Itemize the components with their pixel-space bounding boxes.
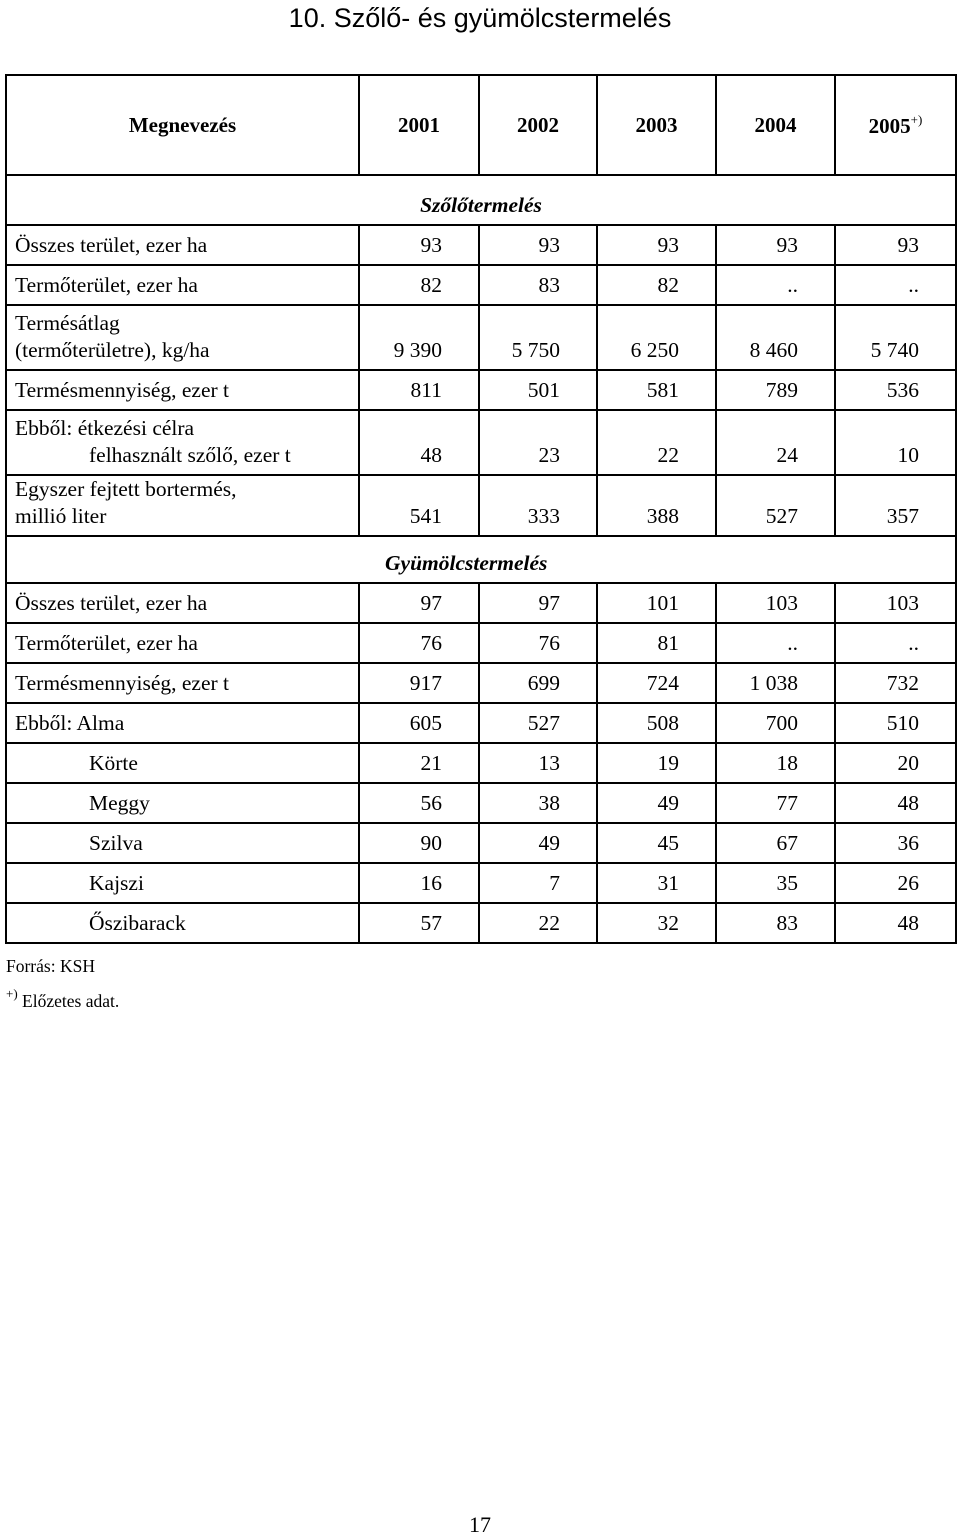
table-cell: 732 <box>835 663 956 703</box>
table-cell: 508 <box>597 703 716 743</box>
row-label: Összes terület, ezer ha <box>6 583 359 623</box>
table-cell: .. <box>835 623 956 663</box>
header-year: 2004 <box>716 75 835 175</box>
table-cell: 6 250 <box>597 305 716 370</box>
table-cell: 35 <box>716 863 835 903</box>
table-cell: 700 <box>716 703 835 743</box>
table-row <box>6 863 956 903</box>
table-cell: 527 <box>479 703 597 743</box>
table-row <box>6 265 956 305</box>
row-label: Összes terület, ezer ha <box>6 225 359 265</box>
table-cell: 48 <box>359 410 479 475</box>
row-label: Termésmennyiség, ezer t <box>6 370 359 410</box>
table-cell: 581 <box>597 370 716 410</box>
table-cell: 13 <box>479 743 597 783</box>
table-cell: 81 <box>597 623 716 663</box>
footnote-text: Előzetes adat. <box>22 991 120 1011</box>
row-label: Körte <box>6 743 359 783</box>
table-cell: 541 <box>359 475 479 536</box>
table-cell: 93 <box>479 225 597 265</box>
table-cell: 97 <box>479 583 597 623</box>
table-row <box>6 703 956 743</box>
table-cell: 501 <box>479 370 597 410</box>
table-cell: 388 <box>597 475 716 536</box>
table-cell: 83 <box>716 903 835 943</box>
table-cell: 45 <box>597 823 716 863</box>
table-cell: 26 <box>835 863 956 903</box>
table-cell: 16 <box>359 863 479 903</box>
table-cell: 48 <box>835 783 956 823</box>
table-cell: 510 <box>835 703 956 743</box>
table-row <box>6 225 956 265</box>
table-cell: 38 <box>479 783 597 823</box>
table-cell: 93 <box>835 225 956 265</box>
table-cell: 90 <box>359 823 479 863</box>
table-cell: .. <box>716 623 835 663</box>
table-cell: 21 <box>359 743 479 783</box>
table-cell: .. <box>716 265 835 305</box>
table-cell: 357 <box>835 475 956 536</box>
table-cell: 48 <box>835 903 956 943</box>
header-year-mark: +) <box>910 111 923 127</box>
table-cell: 49 <box>479 823 597 863</box>
row-label: Egyszer fejtett bortermés, millió liter <box>6 475 359 536</box>
row-label: Termésmennyiség, ezer t <box>6 663 359 703</box>
row-label: Ebből: Alma <box>6 703 359 743</box>
table-cell: 93 <box>359 225 479 265</box>
section-row <box>6 175 956 225</box>
page-title: 10. Szőlő- és gyümölcstermelés <box>288 3 672 33</box>
table-cell: 82 <box>597 265 716 305</box>
table-cell: 536 <box>835 370 956 410</box>
table-cell: 31 <box>597 863 716 903</box>
table-cell: 10 <box>835 410 956 475</box>
row-label: Ebből: étkezési célra felhasznált szőlő, ezer t <box>6 410 359 475</box>
table-cell: 24 <box>716 410 835 475</box>
table-cell: 36 <box>835 823 956 863</box>
table-cell: 49 <box>597 783 716 823</box>
table-cell: 19 <box>597 743 716 783</box>
table-cell: 22 <box>479 903 597 943</box>
header-year: 2003 <box>597 75 716 175</box>
table-row <box>6 370 956 410</box>
table-cell: 699 <box>479 663 597 703</box>
header-year: 2002 <box>479 75 597 175</box>
table-cell: 917 <box>359 663 479 703</box>
table-cell: .. <box>835 265 956 305</box>
table-cell: 57 <box>359 903 479 943</box>
row-label: Őszibarack <box>6 903 359 943</box>
table-row <box>6 410 956 475</box>
table-cell: 9 390 <box>359 305 479 370</box>
row-label: Termőterület, ezer ha <box>6 623 359 663</box>
table-cell: 8 460 <box>716 305 835 370</box>
table-cell: 77 <box>716 783 835 823</box>
footnote <box>6 986 119 1012</box>
table-cell: 1 038 <box>716 663 835 703</box>
table-row <box>6 475 956 536</box>
header-year-last: 2005+) <box>835 75 956 175</box>
table-cell: 83 <box>479 265 597 305</box>
row-label: Szilva <box>6 823 359 863</box>
section-title: Gyümölcstermelés <box>6 536 956 583</box>
table-row <box>6 305 956 370</box>
table-cell: 22 <box>597 410 716 475</box>
table-cell: 333 <box>479 475 597 536</box>
table-cell: 76 <box>359 623 479 663</box>
table-cell: 5 740 <box>835 305 956 370</box>
table-cell: 97 <box>359 583 479 623</box>
table-cell: 76 <box>479 623 597 663</box>
table-cell: 7 <box>479 863 597 903</box>
table-cell: 23 <box>479 410 597 475</box>
table-cell: 724 <box>597 663 716 703</box>
table-row <box>6 663 956 703</box>
footnote-mark: +) <box>6 986 18 1001</box>
table-cell: 605 <box>359 703 479 743</box>
production-table <box>5 74 957 944</box>
section-row <box>6 536 956 583</box>
table-row <box>6 623 956 663</box>
header-year: 2001 <box>359 75 479 175</box>
table-cell: 5 750 <box>479 305 597 370</box>
table-cell: 67 <box>716 823 835 863</box>
page-number: 17 <box>469 1512 491 1537</box>
table-row <box>6 743 956 783</box>
table-cell: 93 <box>597 225 716 265</box>
table-cell: 93 <box>716 225 835 265</box>
table-cell: 527 <box>716 475 835 536</box>
table-cell: 18 <box>716 743 835 783</box>
row-label: Termésátlag (termőterületre), kg/ha <box>6 305 359 370</box>
table-cell: 103 <box>835 583 956 623</box>
source-note: Forrás: KSH <box>6 956 95 976</box>
table-cell: 103 <box>716 583 835 623</box>
table-row <box>6 823 956 863</box>
table-cell: 32 <box>597 903 716 943</box>
table-cell: 82 <box>359 265 479 305</box>
table-row <box>6 783 956 823</box>
table-header-row <box>6 75 956 175</box>
row-label: Meggy <box>6 783 359 823</box>
table-cell: 101 <box>597 583 716 623</box>
table-row <box>6 583 956 623</box>
table-row <box>6 903 956 943</box>
row-label: Kajszi <box>6 863 359 903</box>
row-label: Termőterület, ezer ha <box>6 265 359 305</box>
table-cell: 789 <box>716 370 835 410</box>
table-cell: 811 <box>359 370 479 410</box>
section-title: Szőlőtermelés <box>6 175 956 225</box>
table-cell: 20 <box>835 743 956 783</box>
table-cell: 56 <box>359 783 479 823</box>
header-label: Megnevezés <box>6 75 359 175</box>
